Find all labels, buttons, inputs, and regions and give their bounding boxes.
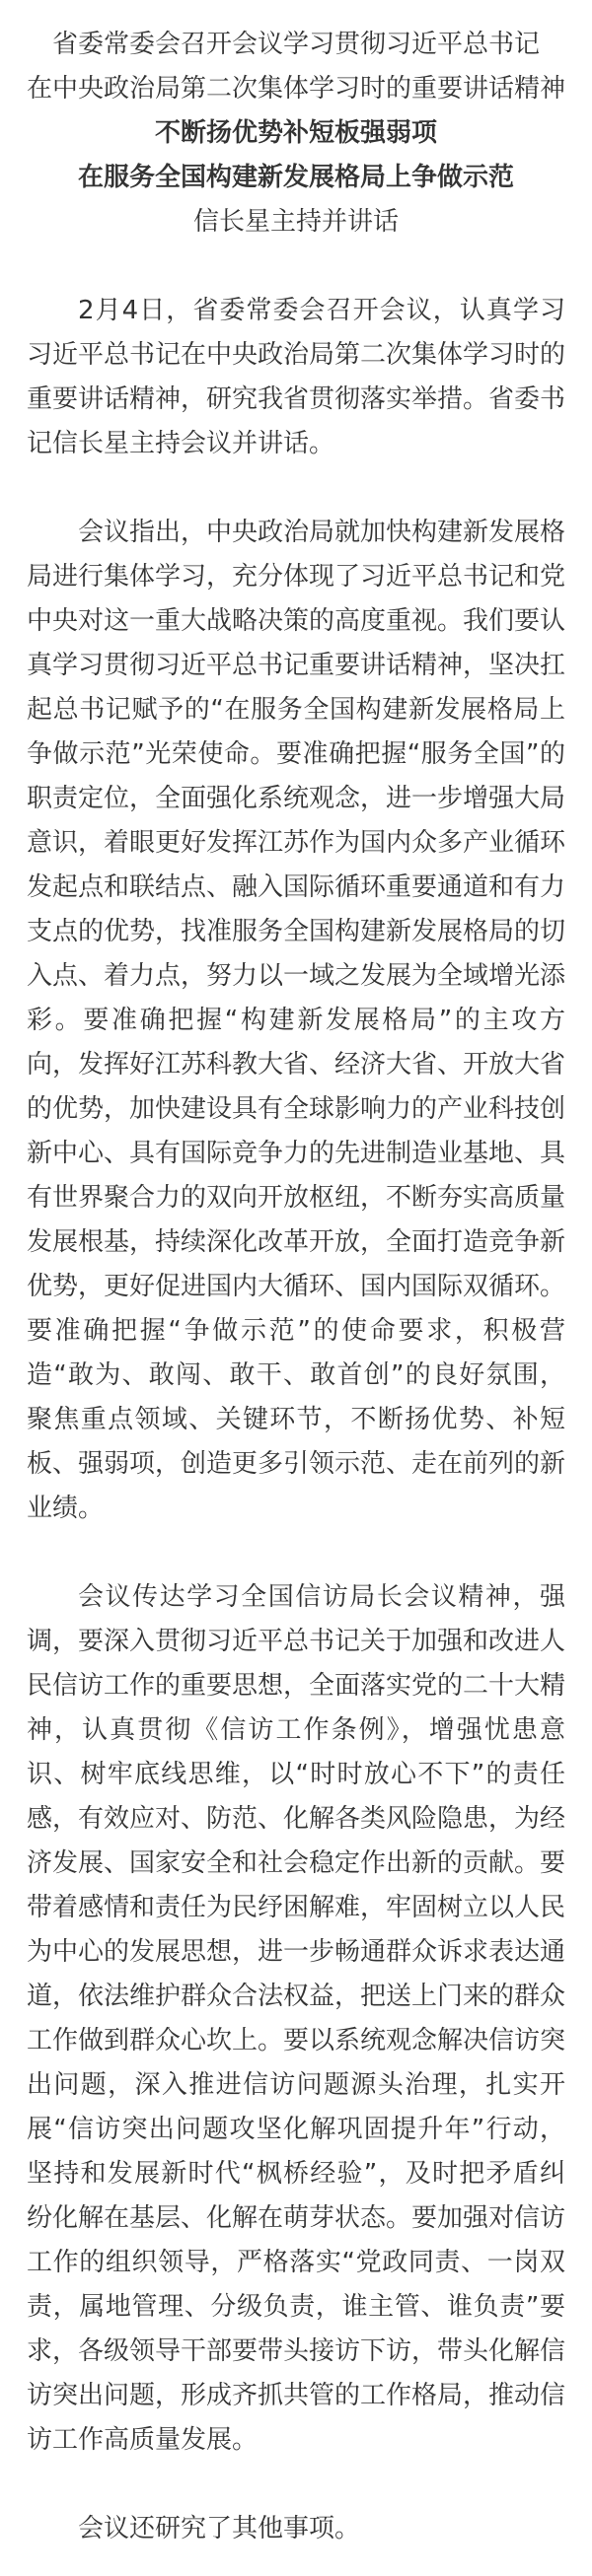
paragraph-meeting-intro: 2月4日，省委常委会召开会议，认真学习习近平总书记在中央政治局第二次集体学习时的重要讲话精神，研究我省贯彻落实举措。省委书记信长星主持会议并讲话。 (27, 296, 566, 458)
title-line-3: 不断扬优势补短板强弱项 (154, 118, 437, 148)
title-line-5-presider: 信长星主持并讲话 (192, 207, 399, 237)
title-line-4: 在服务全国构建新发展格局上争做示范 (77, 163, 514, 192)
title-line-2: 在中央政治局第二次集体学习时的重要讲话精神 (27, 74, 566, 104)
paragraph-petition-work: 会议传达学习全国信访局长会议精神，强调，要深入贯彻习近平总书记关于加强和改进人民信访工作的重要思想，全面落实党的二十大精神，认真贯彻《信访工作条例》，增强忧患意识、树牢底线思维，以“时时放心不下”的责任感，有效应对、防范、化解各类风险隐患，为经济发展、国家安全和社会稳定作出新的贡献。要带着感情和责任为民纾困解难，牢固树立以人民为中心的发展思想，进一步畅通群众诉求表达通道，依法维护群众合法权益，把送上门来的群众工作做到群众心坎上。要以系统观念解决信访突出问题，深入推进信访问题源头治理，扎实开展“信访突出问题攻坚化解巩固提升年”行动，坚持和发展新时代“枫桥经验”，及时把矛盾纠纷化解在基层、化解在萌芽状态。要加强对信访工作的组织领导，严格落实“党政同责、一岗双责，属地管理、分级负责，谁主管、谁负责”要求，各级领导干部要带头接访下访，带头化解信访突出问题，形成齐抓共管的工作格局，推动信访工作高质量发展。 (27, 1582, 566, 2455)
title-line-1: 省委常委会召开会议学习贯彻习近平总书记 (51, 30, 540, 59)
paragraph-other-matters: 会议还研究了其他事项。 (78, 2514, 361, 2543)
paragraph-meeting-points: 会议指出，中央政治局就加快构建新发展格局进行集体学习，充分体现了习近平总书记和党中央对这一重大战略决策的高度重视。我们要认真学习贯彻习近平总书记重要讲话精神，坚决扛起总书记赋予的“在服务全国构建新发展格局上争做示范”光荣使命。要准确把握“服务全国”的职责定位，全面强化系统观念，进一步增强大局意识，着眼更好发挥江苏作为国内众多产业循环发起点和联结点、融入国际循环重要通道和有力支点的优势，找准服务全国构建新发展格局的切入点、着力点，努力以一域之发展为全域增光添彩。要准确把握“构建新发展格局”的主攻方向，发挥好江苏科教大省、经济大省、开放大省的优势，加快建设具有全球影响力的产业科技创新中心、具有国际竞争力的先进制造业基地、具有世界聚合力的双向开放枢纽，不断夯实高质量发展根基，持续深化改革开放，全面打造竞争新优势，更好促进国内大循环、国内国际双循环。要准确把握“争做示范”的使命要求，积极营造“敢为、敢闯、敢干、敢首创”的良好氛围，聚焦重点领域、关键环节，不断扬优势、补短板、强弱项，创造更多引领示范、走在前列的新业绩。 (27, 518, 566, 1523)
article-title (27, 23, 565, 244)
